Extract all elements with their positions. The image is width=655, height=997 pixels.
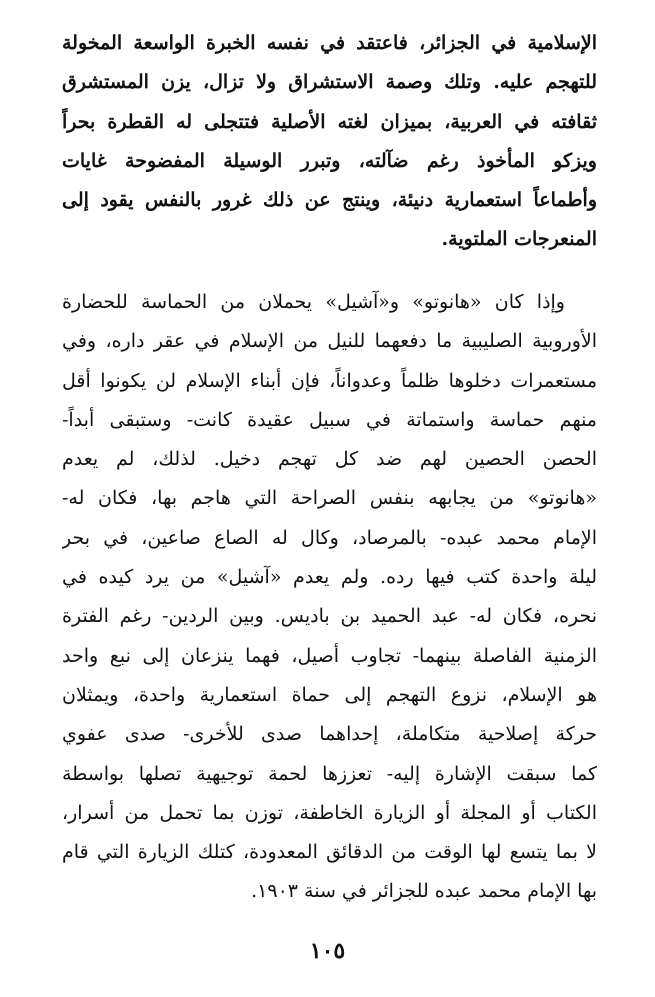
text-line: ويزكو المأخوذ رغم ضآلته، وتبرر الوسيلة المفضوحة غايات xyxy=(62,149,597,172)
paragraph-1 xyxy=(62,24,597,260)
text-line: الإمام محمد عبده- بالمرصاد، وكال له الصاع صاعين، في بحر xyxy=(62,526,597,549)
text-line: منهم حماسة واستماتة في سبيل عقيدة كانت- وستبقى أبداً- xyxy=(62,408,597,431)
text-line: الزمنية الفاصلة بينهما- تجاوب أصيل، فهما ينزعان إلى نبع واحد xyxy=(62,644,597,667)
text-line: نحره، فكان له- عبد الحميد بن باديس. وبين الردين- رغم الفترة xyxy=(62,605,597,628)
page-number: ١٠٥ xyxy=(309,938,346,964)
text-line: هو الإسلام، نزوع التهجم إلى حماة استعمارية واحدة، ويمثلان xyxy=(62,683,597,706)
text-line: «هانوتو» من يجابهه بنفس الصراحة التي هاجم بها، فكان له- xyxy=(62,487,597,510)
paragraph-2 xyxy=(62,283,597,912)
text-line: مستعمرات دخلوها ظلماً وعدواناً، فإن أبناء الإسلام لن يكونوا أقل xyxy=(62,369,597,392)
text-line: وأطماعاً استعمارية دنيئة، وينتج عن ذلك غرور بالنفس يقود إلى xyxy=(62,189,597,212)
text-line: الحصن الحصين لهم ضد كل تهجم دخيل. لذلك، لم يعدم xyxy=(62,448,597,471)
text-line: لا بما يتسع لها الوقت من الدقائق المعدودة، كتلك الزيارة التي قام xyxy=(62,841,597,864)
text-line: كما سبقت الإشارة إليه- تعززها لحمة توجيهية تصلها بواسطة xyxy=(62,762,597,785)
text-line: بها الإمام محمد عبده للجزائر في سنة ١٩٠٣. xyxy=(251,880,597,903)
text-line: الأوروبية الصليبية ما دفعهما للنيل من الإسلام في عقر داره، وفي xyxy=(62,330,597,353)
text-line: ثقافته في العربية، بميزان لغته الأصلية فتتجلى له القطرة بحراً xyxy=(62,110,597,133)
text-line: الكتاب أو المجلة أو الزيارة الخاطفة، توزن بما تحمل من أسرار، xyxy=(62,801,597,824)
text-line: وإذا كان «هانوتو» و«آشيل» يحملان من الحماسة للحضارة xyxy=(62,291,565,313)
text-line: الإسلامية في الجزائر، فاعتقد في نفسه الخبرة الواسعة المخولة xyxy=(62,32,597,54)
text-line: حركة إصلاحية متكاملة، إحداهما صدى للأخرى- صدى عفوي xyxy=(62,723,597,746)
text-line: ليلة واحدة كتب فيها رده. ولم يعدم «آشيل» من يرد كيده في xyxy=(62,566,597,589)
text-line: للتهجم عليه. وتلك وصمة الاستشراق ولا تزال، يزن المستشرق xyxy=(62,71,597,94)
text-line: المنعرجات الملتوية. xyxy=(441,228,597,251)
